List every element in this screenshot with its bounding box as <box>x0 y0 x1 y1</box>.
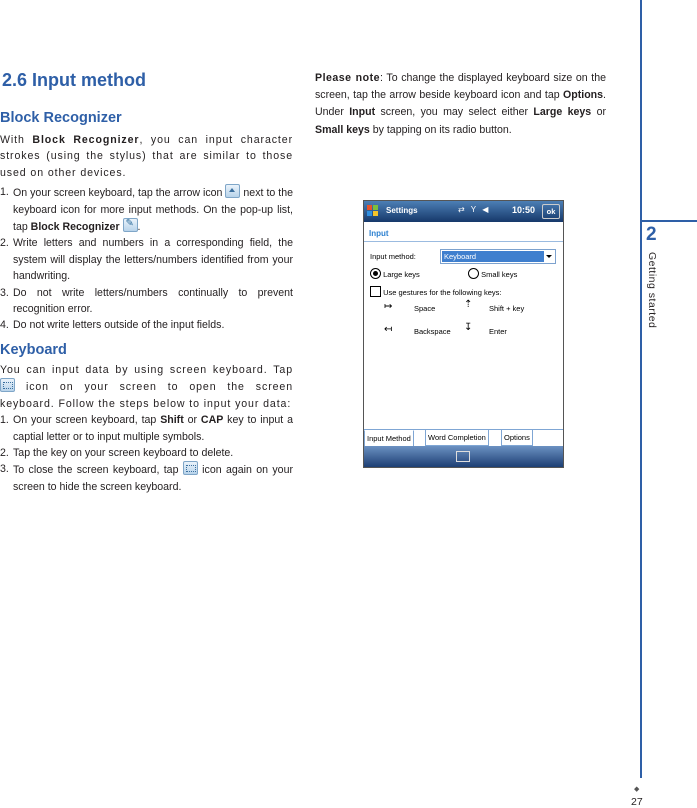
gesture-backspace-label: Backspace <box>414 327 451 336</box>
backspace-gesture-icon: ↤ <box>384 324 393 335</box>
section-title: 2.6 Input method <box>2 70 146 90</box>
gestures-option[interactable]: Use gestures for the following keys: <box>370 286 501 297</box>
keyboard-icon <box>183 461 198 475</box>
chapter-number: 2 <box>646 224 657 245</box>
small-keys-radio[interactable] <box>468 268 479 279</box>
list-item: 3. Do not write letters/numbers continually to prevent recognition error. <box>0 286 293 316</box>
ok-button[interactable]: ok <box>542 204 560 219</box>
tab-input-method[interactable]: Input Method <box>364 430 414 447</box>
block-recognizer-intro: With Block Recognizer, you can input character strokes (using the stylus) that are similar to those used on other devices. <box>0 134 293 179</box>
tab-word-completion[interactable]: Word Completion <box>425 430 489 446</box>
input-method-dropdown[interactable] <box>440 249 556 264</box>
block-recognizer-steps <box>0 184 293 334</box>
keyboard-intro: You can input data by using screen keyboard. Tap icon on your screen to open the screen keyboard. Follow the steps below to input your data: <box>0 363 293 410</box>
gesture-shift-label: Shift + key <box>489 304 525 313</box>
left-column <box>0 60 293 495</box>
bottom-bar <box>364 446 563 467</box>
page-title: Input <box>364 222 563 242</box>
title-bar <box>364 201 563 222</box>
diamond-icon: ◆ <box>634 786 640 793</box>
tab-bar <box>364 429 563 446</box>
note-paragraph: Please note: To change the displayed keyboard size on the screen, tap the arrow beside keyboard icon and tap Options. Under Input screen, you may select either Large keys or Small keys by tapping on its radio button. <box>315 72 607 136</box>
large-keys-radio[interactable] <box>370 268 381 279</box>
input-method-value: Keyboard <box>442 251 544 262</box>
chevron-down-icon <box>546 255 552 258</box>
shift-gesture-icon: ⇡ <box>464 299 473 310</box>
gestures-checkbox[interactable] <box>370 286 381 297</box>
settings-screenshot <box>363 200 564 468</box>
sidebar-rule <box>640 0 642 778</box>
list-item: 1. On your screen keyboard, tap Shift or CAP key to input a captial letter or to input multiple symbols. <box>0 414 293 443</box>
chapter-name: Getting started <box>646 252 658 329</box>
keyboard-steps <box>0 412 293 495</box>
keyboard-icon <box>0 378 15 392</box>
list-item: 2. Tap the key on your screen keyboard to delete. <box>0 446 234 459</box>
gesture-enter-label: Enter <box>489 327 507 336</box>
keyboard-icon[interactable] <box>456 451 470 462</box>
window-title: Settings <box>386 206 418 215</box>
note-column <box>315 70 606 139</box>
clock: 10:50 <box>512 205 536 215</box>
chapter-rule <box>640 220 697 222</box>
page-number: 27 <box>631 796 643 808</box>
arrow-up-icon <box>225 184 240 198</box>
input-method-label: Input method: <box>370 252 416 261</box>
list-item: 4. Do not write letters outside of the input fields. <box>0 319 225 332</box>
status-icons: ⇄ Y ◀ <box>458 205 491 214</box>
list-item: 3. To close the screen keyboard, tap icon again on your screen to hide the screen keyboard. <box>0 463 293 493</box>
block-recognizer-heading: Block Recognizer <box>0 110 122 126</box>
tab-options[interactable]: Options <box>501 430 533 446</box>
list-item: 1. On your screen keyboard, tap the arrow icon next to the keyboard icon for more input methods. On the pop-up list, tap Block Recognizer ✎ . <box>0 184 293 235</box>
enter-gesture-icon: ↧ <box>464 322 473 333</box>
large-keys-option[interactable]: Large keys <box>370 268 420 279</box>
small-keys-option[interactable]: Small keys <box>468 268 517 279</box>
windows-logo-icon <box>367 205 379 217</box>
keyboard-heading: Keyboard <box>0 341 67 358</box>
pen-icon <box>123 218 138 232</box>
space-gesture-icon: ↦ <box>384 301 393 312</box>
list-item: 2. Write letters and numbers in a corresponding field, the system will display the letters/numbers identified from your handwriting. <box>0 237 293 283</box>
gesture-space-label: Space <box>414 304 436 313</box>
